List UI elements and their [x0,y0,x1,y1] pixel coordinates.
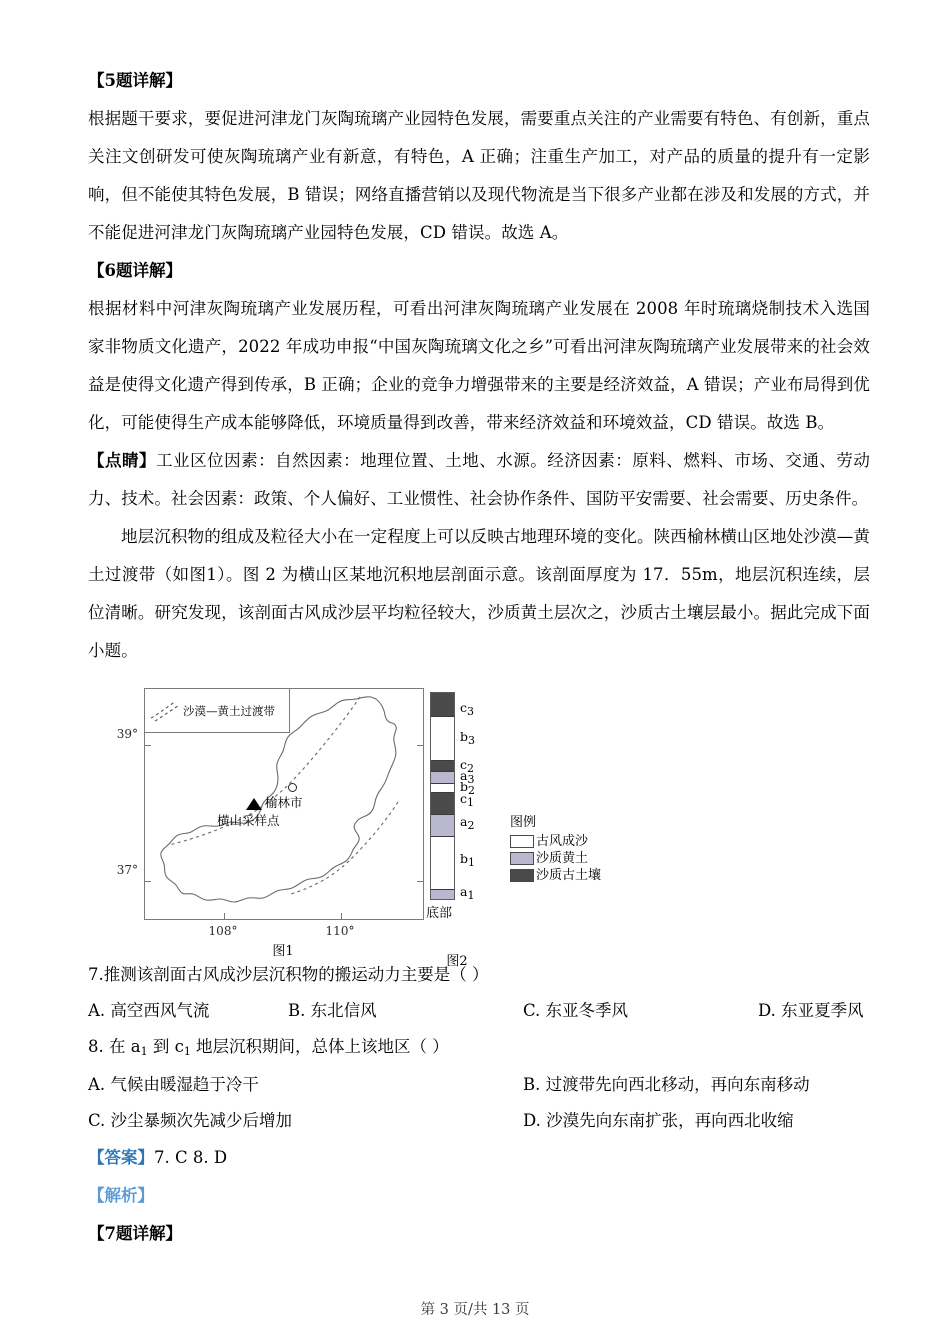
figure-2-caption: 图2 [446,954,468,969]
sampling-point-label: 横山采样点 [217,813,280,828]
strat-layer-b2 [431,784,454,793]
legend-swatch-sandy-loess [510,852,534,865]
answer-label: 【答案】 [88,1148,154,1167]
lat-tick-39 [144,745,151,746]
column-legend-item-2 [510,869,601,882]
strat-layer-a1 [431,890,454,899]
stratigraphic-figure-2 [426,688,630,969]
question-7-stem: 7.推测该剖面古风成沙层沉积物的搬运动力主要是（ ） [88,965,489,984]
legend-swatch-sandy-paleosol [510,869,534,882]
strat-label-a3: $a_3$ [460,768,475,786]
dianjing-label: 【点睛】 [88,451,157,470]
column-bottom-label: 底部 [426,906,453,921]
lat-tick-37 [144,881,151,882]
legend-label-aeolian-sand: 古风成沙 [536,834,589,849]
strat-layer-a3 [431,772,454,784]
legend-label-sandy-paleosol: 沙质古土壤 [536,868,602,883]
stratigraphic-column [430,692,455,900]
question-8-option-b[interactable]: B. 过渡带先向西北移动，再向东南移动 [523,1075,810,1094]
column-legend-item-1 [510,852,601,865]
question-7-option-c[interactable]: C. 东亚冬季风 [523,1001,629,1020]
column-legend-item-0 [510,835,601,848]
map-legend-label: 沙漠—黄土过渡带 [183,703,275,718]
column-legend-title: 图例 [510,815,537,830]
sampling-point-triangle-icon [246,798,262,810]
lon-label-110: 110° [325,924,355,938]
transition-zone-dashed-symbol [149,700,183,722]
strat-label-c3: $c_3$ [460,700,475,718]
strat-label-c2: $c_2$ [460,757,475,775]
strat-label-c1: $c_1$ [460,791,475,809]
question-8-stem: 8. 在 $a_1$ 到 $c_1$ 地层沉积期间，总体上该地区（ ） [88,1037,449,1058]
strat-layer-a2 [431,815,454,837]
lon-label-108: 108° [208,924,238,938]
page-footer: 第 3 页/共 13 页 [420,1302,530,1318]
dianjing-paragraph [88,442,870,518]
strat-label-b3: $b_3$ [460,729,476,747]
question-7-option-b[interactable]: B. 东北信风 [288,1001,377,1020]
map-legend-box [145,689,290,733]
question-8-options-row-2 [88,1103,870,1139]
lat-tick-37-right [417,881,424,882]
analysis-line [88,1177,870,1215]
lon-tick-110 [341,913,342,920]
column-legend [510,816,601,886]
question-8-options-row-1 [88,1067,870,1103]
question-8-option-a[interactable]: A. 气候由暖湿趋于冷干 [88,1075,259,1094]
legend-swatch-aeolian-sand [510,835,534,848]
analysis-label: 【解析】 [88,1186,154,1205]
dianjing-text: 工业区位因素：自然因素：地理位置、土地、水源。经济因素：原料、燃料、市场、交通、劳动力、技术。社会因素：政策、个人偏好、工业惯性、社会协作条件、国防平安需要、社会需要、历史条件。 [88,451,871,508]
question-7-option-a[interactable]: A. 高空西风气流 [88,1001,210,1020]
strat-layer-b3 [431,717,454,761]
figure-1-caption: 图1 [272,944,294,959]
lat-label-39: 39° [116,727,138,741]
lon-tick-108 [224,913,225,920]
map-figure-1 [144,688,424,920]
figure-block [88,678,870,969]
strat-label-b2: $b_2$ [460,779,476,797]
strat-layer-c3 [431,693,454,717]
section-heading-6: 【6题详解】 [88,261,182,280]
lat-label-37: 37° [116,863,138,877]
question-8-option-d[interactable]: D. 沙漠先向东南扩张，再向西北收缩 [523,1111,794,1130]
question-7-options [88,993,870,1029]
yulin-city-dot-icon [288,783,297,792]
strat-layer-b1 [431,837,454,890]
lat-tick-39-right [417,745,424,746]
legend-label-sandy-loess: 沙质黄土 [536,851,589,866]
section-heading-5: 【5题详解】 [88,71,182,90]
strat-layer-c2 [431,761,454,772]
strat-label-a1: $a_1$ [460,884,475,902]
material-paragraph: 地层沉积物的组成及粒径大小在一定程度上可以反映古地理环境的变化。陕西榆林横山区地处沙漠—黄土过渡带（如图1）。图 2 为横山区某地沉积地层剖面示意。该剖面厚度为 17．55m，地层沉积连续，层位清晰。研究发现，该剖面古风成沙层平均粒径较大，沙质黄土层次之，沙质古土壤层最小。据此完成下面小题。 [88,527,870,660]
strat-label-b1: $b_1$ [460,851,476,869]
section-body-5: 根据题干要求，要促进河津龙门灰陶琉璃产业园特色发展，需要重点关注的产业需要有特色、有创新，重点关注文创研发可使灰陶琉璃产业有新意，有特色，A 正确；注重生产加工，对产品的质量的提升有一定影响，但不能使其特色发展，B 错误；网络直播营销以及现代物流是当下很多产业都在涉及和发展的方式，并不能促进河津龙门灰陶琉璃产业园特色发展，CD 错误。故选 A。 [88,109,870,242]
answer-line [88,1139,870,1177]
section-body-6: 根据材料中河津灰陶琉璃产业发展历程，可看出河津灰陶琉璃产业发展在 2008 年时琉璃烧制技术入选国家非物质文化遗产，2022 年成功申报“中国灰陶琉璃文化之乡”可看出河津灰陶琉璃产业发展带来的社会效益是使得文化遗产得到传承，B 正确；企业的竞争力增强带来的主要是经济效益，A 错误；产业布局得到优化，可能使得生产成本能够降低，环境质量得到改善，带来经济效益和环境效益，CD 错误。故选 B。 [88,299,870,432]
detail-heading-7: 【7题详解】 [88,1224,182,1243]
yulin-city-label: 榆林市 [265,795,303,810]
strat-layer-c1 [431,793,454,815]
question-7-option-d[interactable]: D. 东亚夏季风 [758,1001,864,1020]
question-8-option-c[interactable]: C. 沙尘暴频次先减少后增加 [88,1111,293,1130]
answer-text: 7. C 8. D [154,1148,228,1167]
strat-label-a2: $a_2$ [460,814,475,832]
